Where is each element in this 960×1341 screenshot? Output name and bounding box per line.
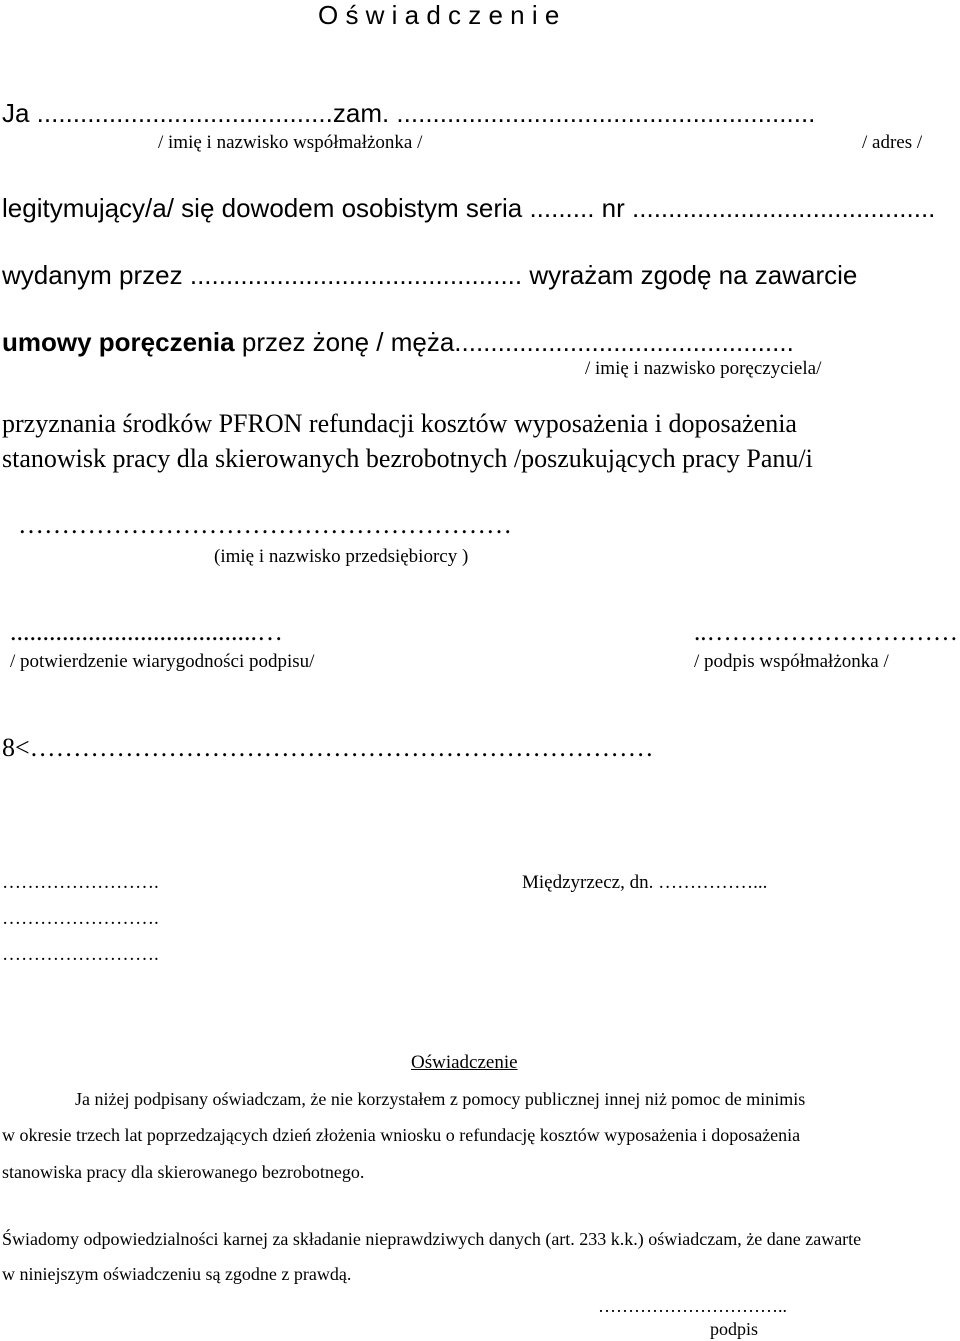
authenticity-caption: / potwierdzenie wiarygodności podpisu/ — [10, 651, 315, 672]
statement-line-2: w okresie trzech lat poprzedzających dzień złożenia wniosku o refundację kosztów wyposażenia i doposażenia — [2, 1125, 801, 1145]
issued-by-line: wydanym przez .............................................. wyrażam zgodę na zawarcie — [2, 260, 858, 290]
guarantee-line — [2, 329, 794, 355]
liability-line-2: w niniejszym oświadczeniu są zgodne z prawdą. — [2, 1264, 352, 1284]
document-title: O ś w i a d c z e n i e — [318, 0, 560, 30]
sender-dots-2: ……………………. — [2, 908, 159, 929]
address-caption: / adres / — [862, 132, 923, 153]
id-document-line: legitymujący/a/ się dowodem osobistym seria ......... nr .......................................... — [2, 193, 936, 223]
purpose-line-2: stanowisk pracy dla skierowanych bezrobotnych /poszukujących pracy Panu/i — [2, 444, 813, 473]
statement-heading: Oświadczenie — [411, 1052, 518, 1073]
signature-dots: ………………………….. — [598, 1296, 787, 1316]
sender-dots-3: ……………………. — [2, 944, 159, 965]
statement-line-1: Ja niżej podpisany oświadczam, że nie korzystałem z pomocy publicznej innej niż pomoc de minimis — [75, 1089, 806, 1109]
place-date: Międzyrzecz, dn. ……………... — [522, 872, 768, 893]
cut-line: 8<……………………………………………………………… — [2, 733, 654, 762]
spouse-name-caption: / imię i nazwisko współmałżonka / — [158, 132, 423, 153]
sender-dots-1: ……………………. — [2, 872, 159, 893]
signature-label: podpis — [710, 1319, 759, 1339]
liability-line-1: Świadomy odpowiedzialności karnej za składanie nieprawdziwych danych (art. 233 k.k.) oświadczam, że dane zawarte — [2, 1229, 862, 1249]
guarantee-bold-text: umowy poręczenia — [2, 327, 235, 357]
guarantee-rest-text: przez żonę / męża............................................... — [241, 327, 794, 357]
guarantor-name-caption: / imię i nazwisko poręczyciela/ — [585, 358, 822, 379]
entrepreneur-caption: (imię i nazwisko przedsiębiorcy ) — [214, 546, 469, 567]
declarant-line: Ja .........................................zam. .......................................................... — [2, 98, 816, 128]
purpose-line-1: przyznania środków PFRON refundacji kosztów wyposażenia i doposażenia — [2, 409, 797, 438]
authenticity-dots: ......................................… — [10, 617, 283, 646]
entrepreneur-dots: ………………………………………………… — [18, 510, 512, 539]
spouse-signature-caption: / podpis współmałżonka / — [694, 651, 889, 672]
statement-line-3: stanowiska pracy dla skierowanego bezrobotnego. — [2, 1162, 365, 1182]
spouse-signature-dots: ..………………………… — [694, 617, 958, 646]
